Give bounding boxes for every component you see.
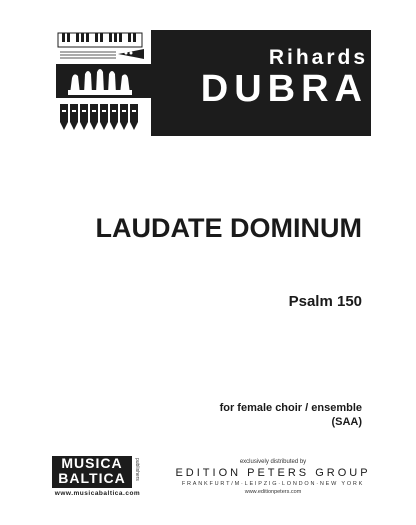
work-subtitle: Psalm 150 [288, 293, 362, 310]
logo-line-1: MUSICA [61, 455, 123, 471]
masks-icon [56, 98, 151, 136]
logo-publishers-label: publishers [134, 458, 140, 481]
distributor-cities: FRANKFURT/M·LEIPZIG·LONDON·NEW YORK [181, 481, 365, 487]
distributor-url: www.editionpeters.com [244, 489, 302, 495]
scoring-line-2: (SAA) [331, 416, 362, 428]
hands-icon [56, 64, 151, 98]
logo-line-2: BALTICA [58, 470, 126, 486]
distribution-note: exclusively distributed by [239, 459, 307, 465]
composer-first-name: Rihards [268, 46, 368, 69]
publisher-url: www.musicabaltica.com [54, 490, 141, 497]
composer-last-name: DUBRA [200, 68, 368, 110]
scoring [0, 401, 362, 429]
work-title: LAUDATE DOMINUM [95, 213, 362, 243]
distributor-name: EDITION PETERS GROUP [175, 467, 371, 479]
piano-keys-icon [56, 30, 151, 64]
scoring-line-1: for female choir / ensemble [219, 402, 362, 414]
musica-baltica-logo [52, 456, 132, 488]
